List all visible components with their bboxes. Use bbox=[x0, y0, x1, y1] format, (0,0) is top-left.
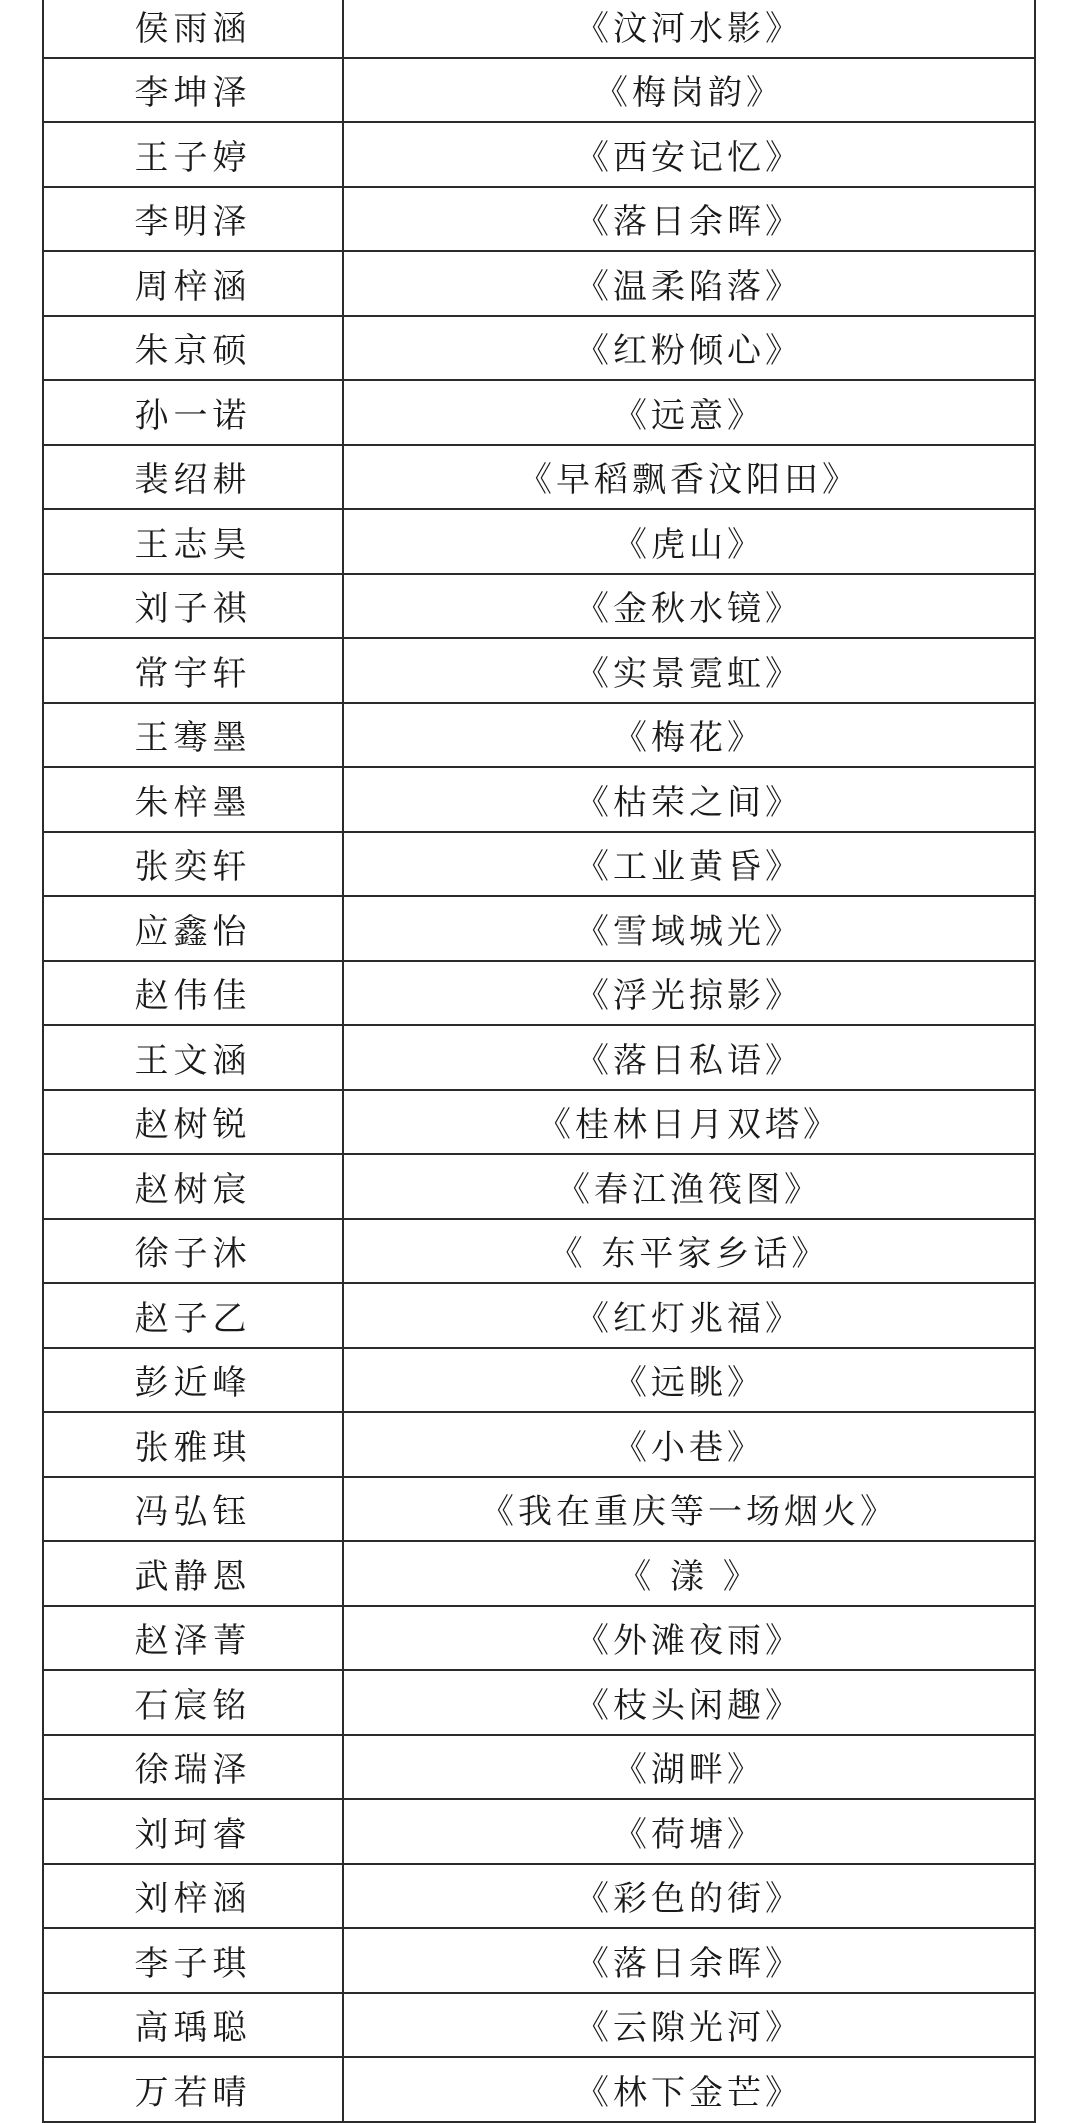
table-row bbox=[43, 896, 1035, 961]
student-name-cell: 王子婷 bbox=[43, 122, 343, 187]
table-row bbox=[43, 1025, 1035, 1090]
winners-table-body bbox=[43, 0, 1035, 2122]
table-row bbox=[43, 1283, 1035, 1348]
student-name-cell: 赵泽菁 bbox=[43, 1606, 343, 1671]
student-name-cell: 李子琪 bbox=[43, 1928, 343, 1993]
work-title-cell: 《外滩夜雨》 bbox=[343, 1606, 1035, 1671]
table-row bbox=[43, 1670, 1035, 1735]
work-title-cell: 《枝头闲趣》 bbox=[343, 1670, 1035, 1735]
student-name-cell: 武静恩 bbox=[43, 1541, 343, 1606]
work-title-cell: 《梅花》 bbox=[343, 703, 1035, 768]
work-title-cell: 《林下金芒》 bbox=[343, 2057, 1035, 2122]
work-title-cell: 《金秋水镜》 bbox=[343, 574, 1035, 639]
table-row bbox=[43, 380, 1035, 445]
work-title-cell: 《梅岗韵》 bbox=[343, 58, 1035, 123]
student-name-cell: 高瑀聪 bbox=[43, 1993, 343, 2058]
student-name-cell: 裴绍耕 bbox=[43, 445, 343, 510]
table-row bbox=[43, 316, 1035, 381]
student-name-cell: 王文涵 bbox=[43, 1025, 343, 1090]
student-name-cell: 刘子祺 bbox=[43, 574, 343, 639]
student-name-cell: 周梓涵 bbox=[43, 251, 343, 316]
work-title-cell: 《桂林日月双塔》 bbox=[343, 1090, 1035, 1155]
student-name-cell: 刘珂睿 bbox=[43, 1799, 343, 1864]
table-row bbox=[43, 1541, 1035, 1606]
student-name-cell: 赵树宸 bbox=[43, 1154, 343, 1219]
table-row bbox=[43, 0, 1035, 58]
table-row bbox=[43, 1606, 1035, 1671]
student-name-cell: 孙一诺 bbox=[43, 380, 343, 445]
student-name-cell: 徐瑞泽 bbox=[43, 1735, 343, 1800]
table-row bbox=[43, 1735, 1035, 1800]
work-title-cell: 《虎山》 bbox=[343, 509, 1035, 574]
student-name-cell: 刘梓涵 bbox=[43, 1864, 343, 1929]
student-name-cell: 侯雨涵 bbox=[43, 0, 343, 58]
table-row bbox=[43, 1090, 1035, 1155]
winners-table bbox=[42, 0, 1036, 2123]
table-row bbox=[43, 574, 1035, 639]
work-title-cell: 《西安记忆》 bbox=[343, 122, 1035, 187]
table-row bbox=[43, 2057, 1035, 2122]
work-title-cell: 《 东平家乡话》 bbox=[343, 1219, 1035, 1284]
work-title-cell: 《工业黄昏》 bbox=[343, 832, 1035, 897]
work-title-cell: 《荷塘》 bbox=[343, 1799, 1035, 1864]
work-title-cell: 《红灯兆福》 bbox=[343, 1283, 1035, 1348]
work-title-cell: 《彩色的街》 bbox=[343, 1864, 1035, 1929]
student-name-cell: 万若晴 bbox=[43, 2057, 343, 2122]
table-row bbox=[43, 703, 1035, 768]
table-row bbox=[43, 1993, 1035, 2058]
table-row bbox=[43, 1477, 1035, 1542]
table-row bbox=[43, 1928, 1035, 1993]
student-name-cell: 王志昊 bbox=[43, 509, 343, 574]
work-title-cell: 《我在重庆等一场烟火》 bbox=[343, 1477, 1035, 1542]
table-row bbox=[43, 1348, 1035, 1413]
work-title-cell: 《落日余晖》 bbox=[343, 1928, 1035, 1993]
student-name-cell: 张雅琪 bbox=[43, 1412, 343, 1477]
student-name-cell: 朱梓墨 bbox=[43, 767, 343, 832]
table-row bbox=[43, 445, 1035, 510]
work-title-cell: 《远眺》 bbox=[343, 1348, 1035, 1413]
table-row bbox=[43, 1864, 1035, 1929]
table-row bbox=[43, 1154, 1035, 1219]
student-name-cell: 朱京硕 bbox=[43, 316, 343, 381]
work-title-cell: 《 漾 》 bbox=[343, 1541, 1035, 1606]
work-title-cell: 《温柔陷落》 bbox=[343, 251, 1035, 316]
table-row bbox=[43, 58, 1035, 123]
work-title-cell: 《枯荣之间》 bbox=[343, 767, 1035, 832]
work-title-cell: 《汶河水影》 bbox=[343, 0, 1035, 58]
work-title-cell: 《落日私语》 bbox=[343, 1025, 1035, 1090]
work-title-cell: 《湖畔》 bbox=[343, 1735, 1035, 1800]
student-name-cell: 赵伟佳 bbox=[43, 961, 343, 1026]
work-title-cell: 《云隙光河》 bbox=[343, 1993, 1035, 2058]
student-name-cell: 王骞墨 bbox=[43, 703, 343, 768]
table-row bbox=[43, 1219, 1035, 1284]
work-title-cell: 《落日余晖》 bbox=[343, 187, 1035, 252]
table-row bbox=[43, 1412, 1035, 1477]
table-row bbox=[43, 961, 1035, 1026]
student-name-cell: 应鑫怡 bbox=[43, 896, 343, 961]
table-row bbox=[43, 638, 1035, 703]
work-title-cell: 《实景霓虹》 bbox=[343, 638, 1035, 703]
table-row bbox=[43, 767, 1035, 832]
student-name-cell: 冯弘钰 bbox=[43, 1477, 343, 1542]
student-name-cell: 张奕轩 bbox=[43, 832, 343, 897]
work-title-cell: 《红粉倾心》 bbox=[343, 316, 1035, 381]
work-title-cell: 《远意》 bbox=[343, 380, 1035, 445]
table-row bbox=[43, 832, 1035, 897]
work-title-cell: 《春江渔筏图》 bbox=[343, 1154, 1035, 1219]
student-name-cell: 赵子乙 bbox=[43, 1283, 343, 1348]
table-row bbox=[43, 1799, 1035, 1864]
student-name-cell: 石宸铭 bbox=[43, 1670, 343, 1735]
table-row bbox=[43, 122, 1035, 187]
table-row bbox=[43, 187, 1035, 252]
work-title-cell: 《浮光掠影》 bbox=[343, 961, 1035, 1026]
table-row bbox=[43, 509, 1035, 574]
work-title-cell: 《早稻飘香汶阳田》 bbox=[343, 445, 1035, 510]
student-name-cell: 徐子沐 bbox=[43, 1219, 343, 1284]
student-name-cell: 赵树锐 bbox=[43, 1090, 343, 1155]
student-name-cell: 李坤泽 bbox=[43, 58, 343, 123]
student-name-cell: 李明泽 bbox=[43, 187, 343, 252]
work-title-cell: 《小巷》 bbox=[343, 1412, 1035, 1477]
student-name-cell: 彭近峰 bbox=[43, 1348, 343, 1413]
student-name-cell: 常宇轩 bbox=[43, 638, 343, 703]
table-row bbox=[43, 251, 1035, 316]
work-title-cell: 《雪域城光》 bbox=[343, 896, 1035, 961]
